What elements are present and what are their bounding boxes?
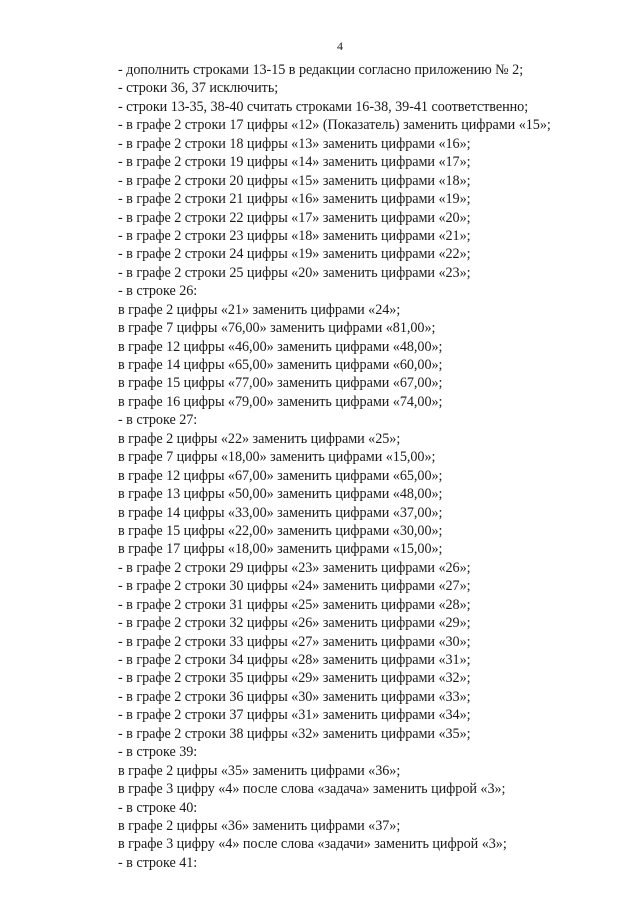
amendment-line: в графе 3 цифру «4» после слова «задачи» заменить цифрой «3»;	[118, 836, 507, 853]
amendment-line: - в графе 2 строки 23 цифры «18» заменить цифрами «21»;	[118, 227, 471, 244]
amendment-line: в графе 14 цифры «33,00» заменить цифрами «37,00»;	[118, 504, 443, 521]
amendment-line: - в графе 2 строки 30 цифры «24» заменить цифрами «27»;	[118, 578, 471, 595]
amendment-line: - в графе 2 строки 25 цифры «20» заменить цифрами «23»;	[118, 264, 471, 281]
amendment-line: в графе 13 цифры «50,00» заменить цифрами «48,00»;	[118, 486, 443, 503]
amendment-line: - строки 36, 37 исключить;	[118, 80, 279, 97]
amendment-line: в графе 2 цифры «22» заменить цифрами «25»;	[118, 430, 401, 447]
amendment-line: - в графе 2 строки 37 цифры «31» заменить цифрами «34»;	[118, 707, 471, 724]
amendment-line: - в графе 2 строки 17 цифры «12» (Показатель) заменить цифрами «15»;	[118, 117, 551, 134]
amendment-line: - строки 13-35, 38-40 считать строками 16-38, 39-41 соответственно;	[118, 98, 529, 115]
amendment-line: - в строке 39:	[118, 744, 198, 761]
amendment-line: в графе 12 цифры «67,00» заменить цифрами «65,00»;	[118, 467, 443, 484]
amendment-line: - в графе 2 строки 19 цифры «14» заменить цифрами «17»;	[118, 154, 471, 171]
page-number: 4	[337, 39, 343, 53]
amendment-line: в графе 16 цифры «79,00» заменить цифрами «74,00»;	[118, 393, 443, 410]
amendment-line: - дополнить строками 13-15 в редакции согласно приложению № 2;	[118, 62, 524, 78]
amendment-line: в графе 12 цифры «46,00» заменить цифрами «48,00»;	[118, 338, 443, 355]
amendment-line: - в графе 2 строки 29 цифры «23» заменить цифрами «26»;	[118, 559, 471, 576]
amendment-line: - в графе 2 строки 31 цифры «25» заменить цифрами «28»;	[118, 596, 471, 613]
amendment-line: - в графе 2 строки 36 цифры «30» заменить цифрами «33»;	[118, 688, 471, 705]
amendment-line: - в графе 2 строки 18 цифры «13» заменить цифрами «16»;	[118, 135, 471, 152]
amendment-line: - в графе 2 строки 24 цифры «19» заменить цифрами «22»;	[118, 246, 471, 263]
amendment-line: - в графе 2 строки 34 цифры «28» заменить цифрами «31»;	[118, 652, 471, 668]
amendment-line: - в строке 26:	[118, 283, 198, 300]
amendment-line: - в строке 40:	[118, 799, 198, 816]
amendment-line: в графе 7 цифры «76,00» заменить цифрами «81,00»;	[118, 320, 436, 337]
amendment-line: - в графе 2 строки 22 цифры «17» заменить цифрами «20»;	[118, 209, 471, 226]
amendment-line: - в графе 2 строки 35 цифры «29» заменить цифрами «32»;	[118, 670, 471, 687]
amendment-line: - в строке 27:	[118, 412, 198, 429]
amendment-line: в графе 15 цифры «77,00» заменить цифрами «67,00»;	[118, 375, 443, 392]
amendment-line: в графе 14 цифры «65,00» заменить цифрами «60,00»;	[118, 357, 443, 373]
amendment-line: - в графе 2 строки 38 цифры «32» заменить цифрами «35»;	[118, 725, 471, 742]
amendment-line: - в графе 2 строки 33 цифры «27» заменить цифрами «30»;	[118, 633, 471, 650]
amendment-line: - в графе 2 строки 20 цифры «15» заменить цифрами «18»;	[118, 172, 471, 189]
amendment-line: в графе 17 цифры «18,00» заменить цифрами «15,00»;	[118, 541, 443, 558]
amendment-line: - в графе 2 строки 32 цифры «26» заменить цифрами «29»;	[118, 615, 471, 632]
amendment-line: в графе 3 цифру «4» после слова «задача» заменить цифрой «3»;	[118, 781, 506, 798]
amendment-line: в графе 2 цифры «35» заменить цифрами «36»;	[118, 762, 401, 779]
amendment-line: в графе 2 цифры «21» заменить цифрами «24»;	[118, 301, 401, 318]
amendment-line: в графе 7 цифры «18,00» заменить цифрами «15,00»;	[118, 449, 436, 466]
amendment-line: - в строке 41:	[118, 854, 198, 871]
amendment-line: - в графе 2 строки 21 цифры «16» заменить цифрами «19»;	[118, 191, 471, 208]
amendment-list	[118, 61, 623, 872]
amendment-line: в графе 2 цифры «36» заменить цифрами «37»;	[118, 817, 401, 834]
amendment-line: в графе 15 цифры «22,00» заменить цифрами «30,00»;	[118, 522, 443, 539]
